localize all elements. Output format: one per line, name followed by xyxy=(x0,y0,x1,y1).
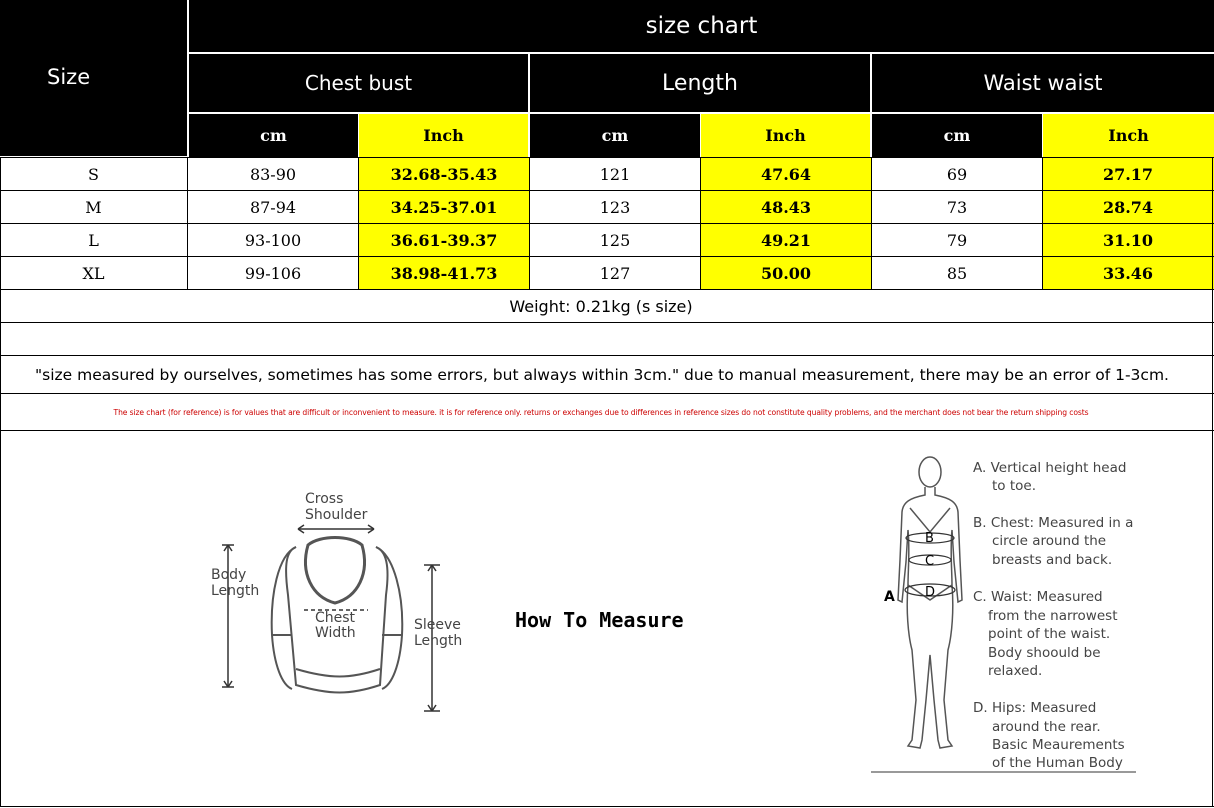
body-length-label: Body xyxy=(211,567,247,583)
length-cm-cell: 121 xyxy=(599,164,631,184)
group-label: Chest bust xyxy=(304,71,413,95)
size-cell: L xyxy=(88,230,99,250)
chest-inch-cell: 38.98-41.73 xyxy=(390,263,498,283)
unit-header-inch: Inch xyxy=(1043,114,1214,157)
table-row xyxy=(0,158,1214,190)
instruction-a: A. Vertical height head xyxy=(973,460,1127,476)
length-inch-cell: 47.64 xyxy=(760,164,812,184)
instruction-d: of the Human Body xyxy=(992,755,1123,771)
instruction-d: Basic Meaurements xyxy=(992,737,1125,753)
size-cell: M xyxy=(85,197,102,217)
group-header-chest xyxy=(189,54,528,112)
group-header-waist xyxy=(872,54,1214,112)
length-inch-cell: 49.21 xyxy=(760,230,812,250)
sleeve-length-label: Length xyxy=(414,633,463,649)
chart-title: size chart xyxy=(645,13,758,39)
size-cell: S xyxy=(88,164,99,184)
instruction-b: circle around the xyxy=(992,533,1107,549)
table-row xyxy=(0,224,1214,256)
weight-note: Weight: 0.21kg (s size) xyxy=(509,296,693,316)
chest-width-label: Width xyxy=(315,625,356,641)
unit-header-cm: cm xyxy=(189,114,358,157)
waist-inch-cell: 27.17 xyxy=(1102,164,1154,184)
unit-header-cm: cm xyxy=(872,114,1042,157)
length-inch-cell: 50.00 xyxy=(760,263,812,283)
group-label: Waist waist xyxy=(983,71,1103,95)
instruction-b: B. Chest: Measured in a xyxy=(973,515,1134,531)
body-measure-diagram xyxy=(870,450,1160,780)
table-row xyxy=(0,191,1214,223)
chest-inch-cell: 34.25-37.01 xyxy=(390,197,498,217)
marker-d: D xyxy=(925,585,936,600)
unit-header-cm: cm xyxy=(530,114,700,157)
waist-inch-cell: 28.74 xyxy=(1102,197,1154,217)
unit-header-inch: Inch xyxy=(701,114,870,157)
instruction-c: from the narrowest xyxy=(988,608,1118,624)
cross-shoulder-label: Cross xyxy=(305,491,344,507)
waist-cm-cell: 73 xyxy=(946,197,968,217)
marker-b: B xyxy=(925,531,934,546)
instruction-c: relaxed. xyxy=(988,663,1043,679)
instruction-c: C. Waist: Measured xyxy=(973,589,1103,605)
instruction-d: D. Hips: Measured xyxy=(973,700,1097,716)
chest-cm-cell: 93-100 xyxy=(244,230,302,250)
waist-cm-cell: 69 xyxy=(946,164,968,184)
marker-a: A xyxy=(884,589,895,605)
instruction-b: breasts and back. xyxy=(992,552,1113,568)
length-inch-cell: 48.43 xyxy=(760,197,812,217)
size-cell: XL xyxy=(82,263,105,283)
length-cm-cell: 123 xyxy=(599,197,631,217)
chest-inch-cell: 36.61-39.37 xyxy=(390,230,498,250)
size-header-cell xyxy=(0,0,187,157)
instruction-d: around the rear. xyxy=(992,719,1101,735)
waist-cm-cell: 79 xyxy=(946,230,968,250)
chest-cm-cell: 99-106 xyxy=(244,263,302,283)
length-cm-cell: 125 xyxy=(599,230,631,250)
instruction-c: point of the waist. xyxy=(988,626,1111,642)
waist-inch-cell: 31.10 xyxy=(1102,230,1154,250)
waist-cm-cell: 85 xyxy=(946,263,968,283)
garment-measure-diagram xyxy=(200,485,480,725)
table-row xyxy=(0,257,1214,289)
marker-c: C xyxy=(925,554,935,569)
reference-note: The size chart (for reference) is for values that are difficult or inconvenient to measure. it is for reference only. returns or exchanges due to differences in reference sizes do not constitute quality problems, and the merchant does not bear the return shipping costs xyxy=(113,407,1089,417)
group-header-length xyxy=(530,54,870,112)
size-header-label: Size xyxy=(47,65,91,89)
length-cm-cell: 127 xyxy=(599,263,631,283)
cross-shoulder-label: Shoulder xyxy=(305,507,368,523)
chart-title-cell xyxy=(189,0,1214,52)
how-to-measure-title: How To Measure xyxy=(515,608,684,632)
group-label: Length xyxy=(662,70,738,96)
sleeve-length-label: Sleeve xyxy=(414,617,461,633)
chest-inch-cell: 32.68-35.43 xyxy=(390,164,498,184)
instruction-a: to toe. xyxy=(992,478,1036,494)
waist-inch-cell: 33.46 xyxy=(1102,263,1154,283)
body-length-label: Length xyxy=(211,583,260,599)
instruction-c: Body shoould be xyxy=(988,645,1101,661)
chest-width-label: Chest xyxy=(315,610,356,626)
chest-cm-cell: 87-94 xyxy=(249,197,297,217)
chest-cm-cell: 83-90 xyxy=(249,164,297,184)
accuracy-note: "size measured by ourselves, sometimes has some errors, but always within 3cm." due to manual measurement, there may be an error of 1-3cm. xyxy=(35,365,1169,384)
unit-header-inch: Inch xyxy=(359,114,528,157)
